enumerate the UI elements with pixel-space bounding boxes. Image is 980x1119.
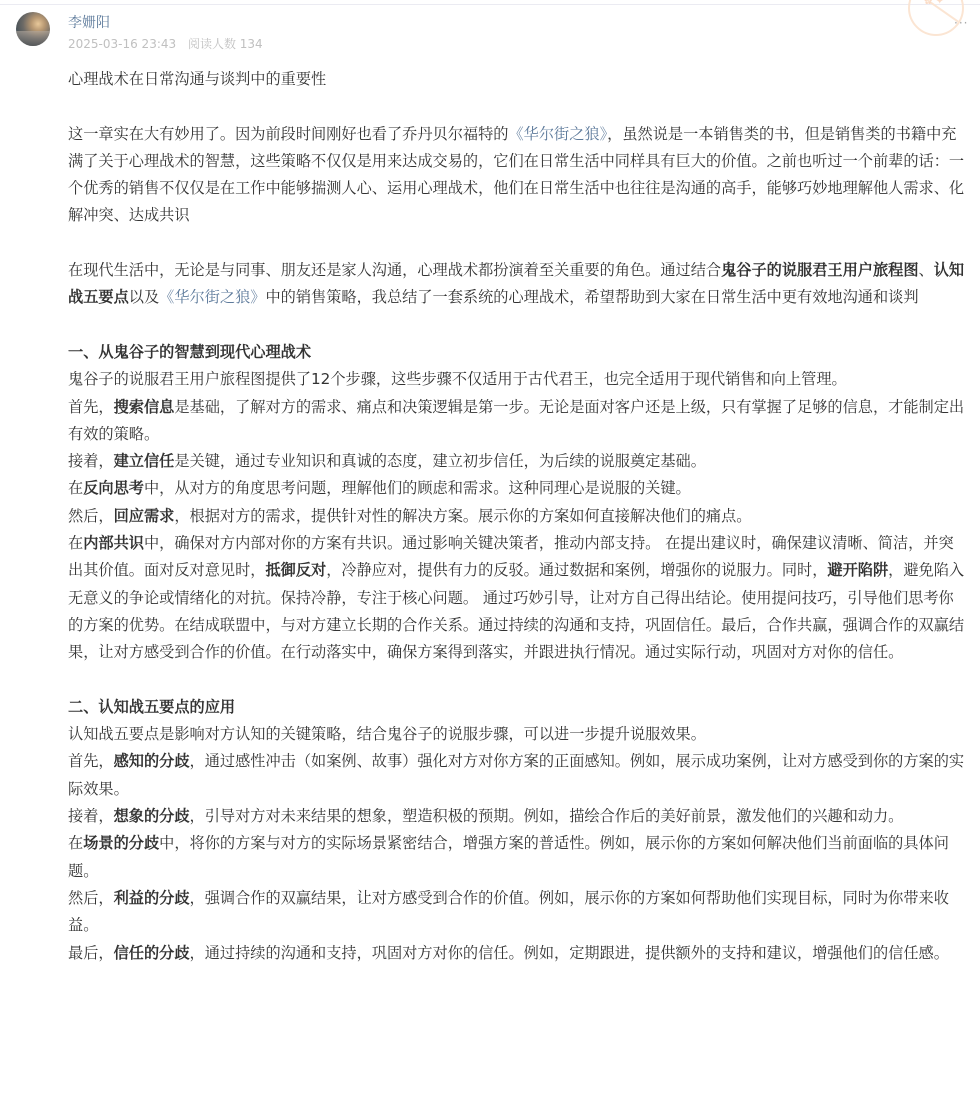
post-date: 2025-03-16 23:43 xyxy=(68,37,177,51)
section-1-line: 在反向思考中，从对方的角度思考问题，理解他们的顾虑和需求。这种同理心是说服的关键。 xyxy=(68,479,691,498)
article-title: 心理战术在日常沟通与谈判中的重要性 xyxy=(68,70,327,88)
article-body xyxy=(68,66,968,967)
section-1-title: 一、从鬼谷子的智慧到现代心理战术 xyxy=(68,342,311,361)
section-2-line: 首先，感知的分歧，通过感性冲击（如案例、故事）强化对方对你方案的正面感知。例如，展示成功案例，让对方感受到你的方案的实际效果。 xyxy=(68,752,965,798)
section-2-title: 二、认知战五要点的应用 xyxy=(68,697,236,716)
book-link[interactable]: 《华尔街之狼》 xyxy=(508,124,608,143)
section-1-line: 鬼谷子的说服君王用户旅程图提供了12个步骤，这些步骤不仅适用于古代君王，也完全适用于现代销售和向上管理。 xyxy=(68,370,847,389)
avatar[interactable] xyxy=(16,12,50,46)
section-2-line: 认知战五要点是影响对方认知的关键策略，结合鬼谷子的说服步骤，可以进一步提升说服效果。 xyxy=(68,725,706,744)
section-2-line: 然后，利益的分歧，强调合作的双赢结果，让对方感受到合作的价值。例如，展示你的方案如何帮助他们实现目标，同时为你带来收益。 xyxy=(68,888,949,935)
section-2-line: 接着，想象的分歧，引导对方对未来结果的想象，塑造积极的预期。例如，描绘合作后的美好前景，激发他们的兴趣和动力。 xyxy=(68,807,904,826)
author-name[interactable]: 李姗阳 xyxy=(68,15,110,31)
section-1-line: 然后，回应需求，根据对方的需求，提供针对性的解决方案。展示你的方案如何直接解决他们的痛点。 xyxy=(68,506,752,525)
post-meta xyxy=(68,36,263,52)
read-count: 阅读人数 134 xyxy=(187,37,263,51)
more-options-icon[interactable]: ··· xyxy=(954,16,969,30)
intro-paragraph-1: 这一章实在大有妙用了。因为前段时间刚好也看了乔丹贝尔福特的《华尔街之狼》，虽然说是一本销售类的书，但是销售类的书籍中充满了关于心理战术的智慧，这些策略不仅仅是用来达成交易的，它们在日常生活中同样具有巨大的价值。之前也听过一个前辈的话：一个优秀的销售不仅仅是在工作中能够揣测人心、运用心理战术，他们在日常生活中也往往是沟通的高手，能够巧妙地理解他人需求、化解冲突、达成共识 xyxy=(68,124,965,225)
section-1-line: 接着，建立信任是关键，通过专业知识和真诚的态度，建立初步信任，为后续的说服奠定基础。 xyxy=(68,452,706,471)
section-1-line: 在内部共识中，确保对方内部对你的方案有共识。通过影响关键决策者，推动内部支持。 在提出建议时，确保建议清晰、简洁，并突出其价值。面对反对意见时，抵御反对，冷静应对，提供有力的反驳。通过数据和案例，增强你的说服力。同时，避开陷阱，避免陷入无意义的争论或情绪化的对抗。保持冷静，专注于核心问题。 通过巧妙引导，让对方自己得出结论。使用提问技巧，引导他们思考你的方案的优势。在结成联盟中，与对方建立长期的合作关系。通过持续的沟通和支持，巩固信任。最后，合作共赢，强调合作的双赢结果，让对方感受到合作的价值。在行动落实中，确保方案得到落实，并跟进执行情况。通过实际行动，巩固对方对你的信任。 xyxy=(68,534,965,662)
top-divider xyxy=(0,4,980,5)
section-2-line: 在场景的分歧中，将你的方案与对方的实际场景紧密结合，增强方案的普适性。例如，展示你的方案如何解决他们当前面临的具体问题。 xyxy=(68,834,949,880)
section-1-line: 首先，搜索信息是基础，了解对方的需求、痛点和决策逻辑是第一步。无论是面对客户还是上级，只有掌握了足够的信息，才能制定出有效的策略。 xyxy=(68,397,965,443)
book-link[interactable]: 《华尔街之狼》 xyxy=(159,288,266,307)
section-2-line: 最后，信任的分歧，通过持续的沟通和支持，巩固对方对你的信任。例如，定期跟进，提供额外的支持和建议，增强他们的信任感。 xyxy=(68,943,949,962)
intro-paragraph-2: 在现代生活中，无论是与同事、朋友还是家人沟通，心理战术都扮演着至关重要的角色。通过结合鬼谷子的说服君王用户旅程图、认知战五要点以及《华尔街之狼》中的销售策略，我总结了一套系统的心理战术，希望帮助到大家在日常生活中更有效地沟通和谈判 xyxy=(68,261,965,307)
